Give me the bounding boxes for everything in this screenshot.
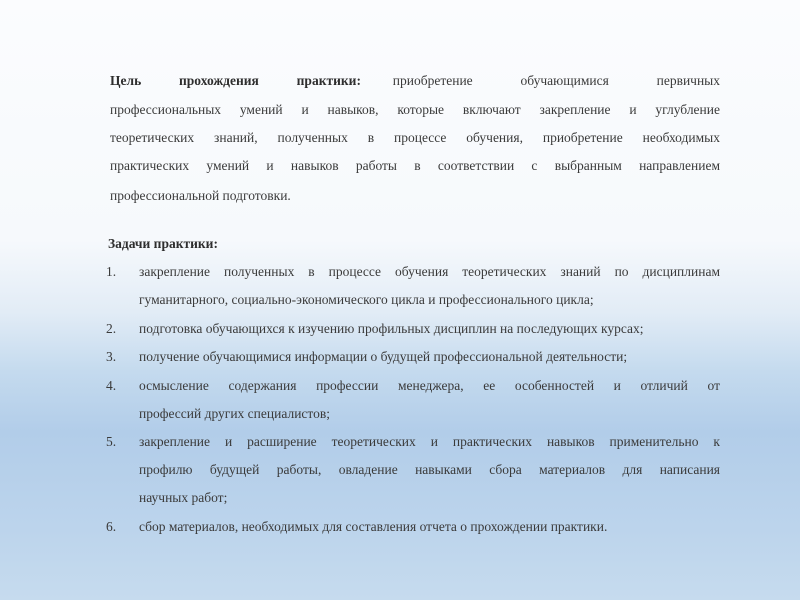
goal-line: профессиональной подготовки. — [110, 188, 291, 203]
list-number: 2. — [106, 321, 117, 336]
list-number: 4. — [106, 378, 117, 393]
list-item-line: профессий других специалистов; — [139, 406, 331, 421]
list-item-line: получение обучающимися информации о будущей профессиональной деятельности; — [139, 349, 628, 364]
goal-line: приобретение обучающимися первичных — [392, 73, 720, 88]
goal-heading: Цель прохождения практики: — [110, 73, 361, 88]
tasks-heading: Задачи практики: — [108, 236, 218, 251]
list-item-line: сбор материалов, необходимых для составления отчета о прохождении практики. — [139, 519, 608, 534]
list-item-line: гуманитарного, социально-экономического цикла и профессионального цикла; — [139, 292, 594, 307]
list-number: 1. — [106, 264, 117, 279]
list-number: 6. — [106, 519, 117, 534]
list-item-line: осмысление содержания профессии менеджера, ее особенностей и отличий от — [139, 378, 720, 393]
goal-line: теоретических знаний, полученных в процессе обучения, приобретение необходимых — [110, 130, 720, 145]
list-item-line: закрепление и расширение теоретических и практических навыков применительно к — [139, 434, 720, 449]
list-item-line: закрепление полученных в процессе обучения теоретических знаний по дисциплинам — [139, 264, 720, 279]
list-item-line: профилю будущей работы, овладение навыками сбора материалов для написания — [139, 462, 720, 477]
list-number: 5. — [106, 434, 117, 449]
list-item-line: подготовка обучающихся к изучению профильных дисциплин на последующих курсах; — [139, 321, 644, 336]
goal-line: практических умений и навыков работы в соответствии с выбранным направлением — [110, 158, 720, 173]
goal-line: профессиональных умений и навыков, которые включают закрепление и углубление — [110, 102, 720, 117]
list-item-line: научных работ; — [139, 490, 228, 505]
goal-first-line — [110, 73, 720, 89]
list-number: 3. — [106, 349, 117, 364]
